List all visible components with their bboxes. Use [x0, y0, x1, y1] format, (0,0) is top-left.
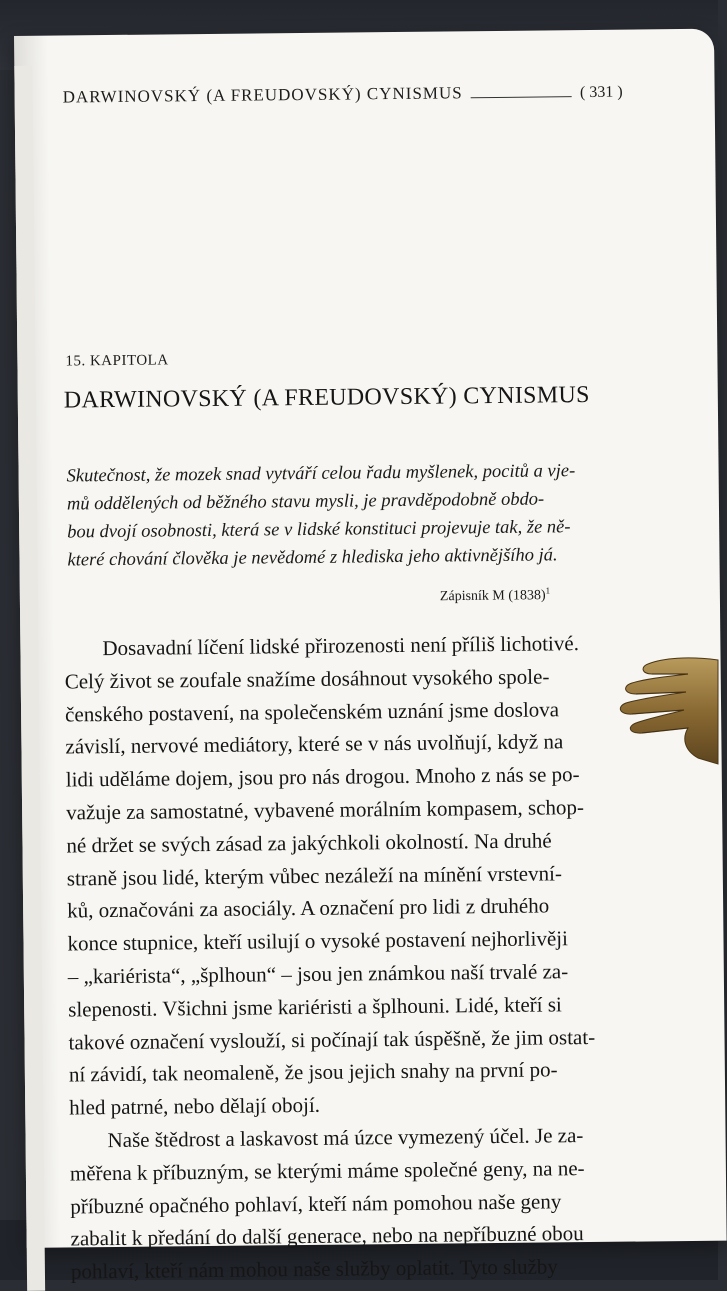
epigraph-source-text: Zápisník M (1838): [439, 588, 546, 605]
page-number: ( 331 ): [579, 83, 623, 102]
body-line: čenského postavení, na společenském uznání jsme doslova: [64, 696, 560, 727]
epigraph-source: [440, 585, 550, 605]
body-line: Naše štědrost a laskavost má úzce vymezený účel. Je za-: [107, 1123, 584, 1153]
epigraph-line: mů oddělených od běžného stavu mysli, je pravděpodobně obdo-: [66, 489, 545, 515]
running-head-rule: [471, 82, 572, 98]
body-line: pohlaví, kteří nám mohou naše služby oplatit. Tyto služby: [70, 1254, 558, 1284]
body-line: zabalit k předání do další generace, nebo na nepříbuzné obou: [70, 1221, 584, 1251]
chapter-label: 15. KAPITOLA: [65, 352, 169, 370]
body-line: Dosavadní líčení lidské přirozenosti není příliš lichotivé.: [102, 631, 579, 661]
body-line: lidi uděláme dojem, jsou pro nás drogou. Mnoho z nás se po-: [65, 762, 580, 792]
running-head: [63, 82, 623, 108]
body-line: straně jsou lidé, kterým vůbec nezáleží na mínění vrstevní-: [66, 860, 563, 891]
footnote-mark: 1: [545, 585, 551, 596]
epigraph-line: které chování člověka je nevědomé z hlediska jeho aktivnějšího já.: [67, 545, 558, 571]
body-line: měřena k příbuzným, se kterými máme společné geny, na ne-: [69, 1155, 585, 1186]
body-line: – „kariérista“, „šplhoun“ – jsou jen známkou naší trvalé za-: [67, 959, 569, 989]
body-line: závislí, nervové mediátory, které se v nás uvolňují, když na: [65, 729, 564, 759]
epigraph: [66, 456, 647, 574]
hand-bookmark-image: [618, 652, 718, 772]
body-line: konce stupnice, kteří usilují o vysoké postavení nejhorlivěji: [67, 926, 569, 956]
body-line: né držet se svých zásad za jakýchkoli okolností. Na druhé: [66, 828, 552, 858]
body-line: Celý život se zoufale snažíme dosáhnout vysokého spole-: [64, 664, 550, 694]
book-page: [14, 29, 727, 1284]
body-line: příbuzné opačného pohlaví, kteří nám pomohou naše geny: [70, 1188, 562, 1219]
epigraph-line: Skutečnost, že mozek snad vytváří celou řadu myšlenek, pocitů a vje-: [66, 461, 576, 487]
epigraph-line: bou dvojí osobnosti, která se v lidské konstituci projevuje tak, že ně-: [67, 517, 571, 543]
body-line: važuje za samostatné, vybavené morálním kompasem, schop-: [66, 795, 585, 825]
body-line: ní závidí, tak neomaleně, že jsou jejich snahy na první po-: [68, 1057, 558, 1087]
page-edge: [14, 66, 45, 1291]
body-line: takové označení vyslouží, si počínají tak úspěšně, že jim ostat-: [68, 1024, 596, 1055]
body-line: slepenosti. Všichni jsme kariéristi a šplhouni. Lidé, kteří si: [68, 992, 562, 1022]
body-line: hled patrné, nebo dělají obojí.: [69, 1093, 321, 1120]
body-line: ků, označováni za asociály. A označení pro lidi z druhého: [67, 893, 550, 923]
body-text: [64, 626, 671, 1288]
chapter-title: DARWINOVSKÝ (A FREUDOVSKÝ) CYNISMUS: [63, 381, 590, 414]
running-head-title: DARWINOVSKÝ (A FREUDOVSKÝ) CYNISMUS: [62, 83, 463, 107]
